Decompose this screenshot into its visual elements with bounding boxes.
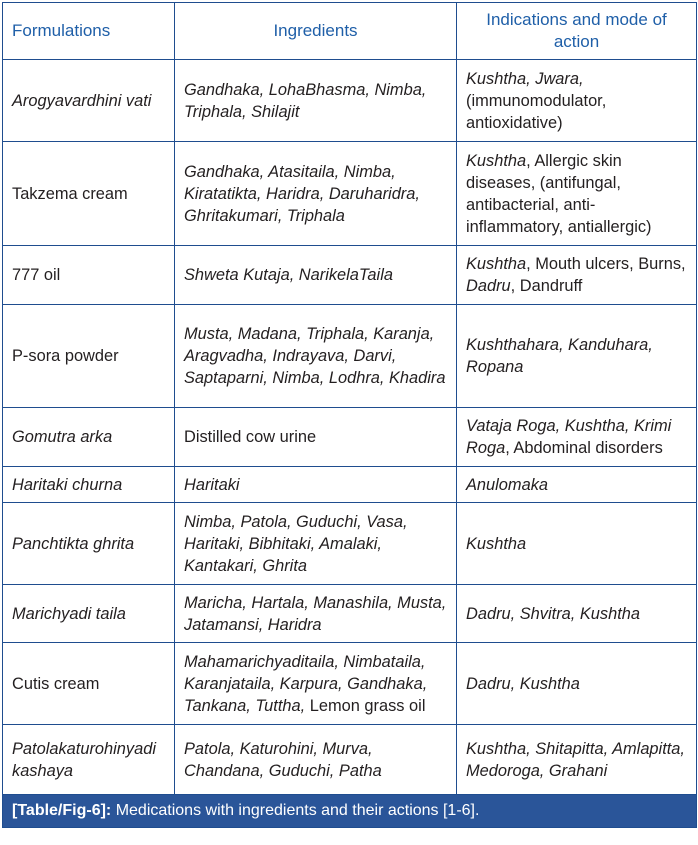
indications-cell: [457, 585, 697, 643]
header-row: [3, 3, 697, 60]
indications-text: , Abdominal disorders: [505, 439, 663, 457]
ingredients-cell: [175, 60, 457, 142]
table-row: [3, 60, 697, 142]
table-row: [3, 305, 697, 408]
formulation-text: Haritaki churna: [12, 475, 123, 494]
table-row: [3, 246, 697, 305]
ingredients-text: Gandhaka, Atasitaila, Nimba, Kiratatikta, Haridra, Daruharidra, Ghritakumari, Triphala: [184, 162, 420, 225]
formulation-cell: [3, 60, 175, 142]
indications-cell: [457, 142, 697, 246]
ingredients-cell: [175, 643, 457, 725]
caption-label: [Table/Fig-6]:: [12, 802, 112, 819]
indications-text: Kushtha: [466, 534, 527, 553]
indications-text: , Allergic skin diseases, (antifungal, antibacterial, anti-inflammatory, antiallergic): [466, 151, 652, 236]
indications-text: Vataja Roga, Kushtha, Krimi Roga: [466, 417, 672, 457]
table-row: [3, 142, 697, 246]
ingredients-cell: [175, 305, 457, 408]
indications-text: Kushtha: [466, 255, 527, 273]
formulation-cell: [3, 503, 175, 585]
ingredients-text: Gandhaka, LohaBhasma, Nimba, Triphala, Shilajit: [184, 80, 427, 121]
ingredients-text: Nimba, Patola, Guduchi, Vasa, Haritaki, Bibhitaki, Amalaki, Kantakari, Ghrita: [184, 512, 408, 575]
formulation-cell: [3, 305, 175, 408]
ingredients-cell: [175, 585, 457, 643]
formulation-text: Panchtikta ghrita: [12, 534, 135, 553]
table-row: [3, 585, 697, 643]
indications-text: Anulomaka: [466, 475, 549, 494]
table-body: [3, 60, 697, 795]
formulation-cell: [3, 408, 175, 467]
formulation-cell: [3, 725, 175, 795]
medications-table: [2, 2, 697, 795]
table-row: [3, 725, 697, 795]
indications-cell: [457, 408, 697, 467]
indications-cell: [457, 305, 697, 408]
table-row: [3, 503, 697, 585]
formulation-text: Takzema cream: [12, 184, 128, 203]
formulation-text: Gomutra arka: [12, 428, 113, 446]
indications-cell: [457, 246, 697, 305]
indications-text: , Mouth ulcers, Burns,: [526, 255, 686, 273]
indications-text: , Dandruff: [510, 277, 583, 295]
ingredients-cell: [175, 503, 457, 585]
table-row: [3, 467, 697, 503]
ingredients-cell: [175, 408, 457, 467]
indications-text: Dadru, Kushtha: [466, 674, 580, 693]
table-figure: [2, 2, 696, 828]
indications-text: (immunomodulator, antioxidative): [466, 91, 607, 132]
ingredients-text: Maricha, Hartala, Manashila, Musta, Jatamansi, Haridra: [184, 593, 447, 634]
table-row: [3, 643, 697, 725]
table-row: [3, 408, 697, 467]
indications-text: Kushtha, Shitapitta, Amlapitta, Medoroga, Grahani: [466, 739, 685, 780]
table-caption: [2, 795, 697, 828]
caption-text: Medications with ingredients and their actions [1-6].: [111, 802, 480, 819]
ingredients-text: Distilled cow urine: [184, 428, 317, 446]
formulation-text: Arogyavardhini vati: [12, 91, 152, 110]
ingredients-text: Mahamarichyaditaila, Nimbataila, Karanjataila, Karpura, Gandhaka, Tankana, Tuttha,: [184, 652, 428, 715]
indications-cell: [457, 725, 697, 795]
ingredients-text: Shweta Kutaja, NarikelaTaila: [184, 266, 393, 284]
ingredients-text: Lemon grass oil: [305, 696, 426, 715]
ingredients-cell: [175, 246, 457, 305]
ingredients-text: Musta, Madana, Triphala, Karanja, Aragvadha, Indrayava, Darvi, Saptaparni, Nimba, Lodhra, Khadira: [184, 325, 446, 387]
indications-text: Kushtha, Jwara,: [466, 69, 584, 88]
indications-cell: [457, 60, 697, 142]
formulation-text: Cutis cream: [12, 674, 100, 693]
formulation-text: Marichyadi taila: [12, 604, 126, 623]
indications-cell: [457, 467, 697, 503]
ingredients-text: Patola, Katurohini, Murva, Chandana, Guduchi, Patha: [184, 739, 382, 780]
indications-text: Dadru, Shvitra, Kushtha: [466, 604, 641, 623]
formulation-cell: [3, 467, 175, 503]
indications-cell: [457, 503, 697, 585]
ingredients-cell: [175, 142, 457, 246]
header-indications: Indications and mode of action: [457, 3, 697, 60]
formulation-cell: [3, 643, 175, 725]
formulation-text: 777 oil: [12, 266, 61, 284]
indications-text: Kushthahara, Kanduhara, Ropana: [466, 336, 653, 376]
formulation-text: P-sora powder: [12, 347, 119, 365]
formulation-cell: [3, 246, 175, 305]
formulation-cell: [3, 585, 175, 643]
indications-text: Dadru: [466, 277, 511, 295]
formulation-text: Patolakaturohinyadi kashaya: [12, 739, 156, 780]
indications-cell: [457, 643, 697, 725]
header-formulations: Formulations: [3, 3, 175, 60]
header-ingredients: Ingredients: [175, 3, 457, 60]
formulation-cell: [3, 142, 175, 246]
indications-text: Kushtha: [466, 151, 527, 170]
ingredients-cell: [175, 725, 457, 795]
ingredients-text: Haritaki: [184, 475, 240, 494]
ingredients-cell: [175, 467, 457, 503]
